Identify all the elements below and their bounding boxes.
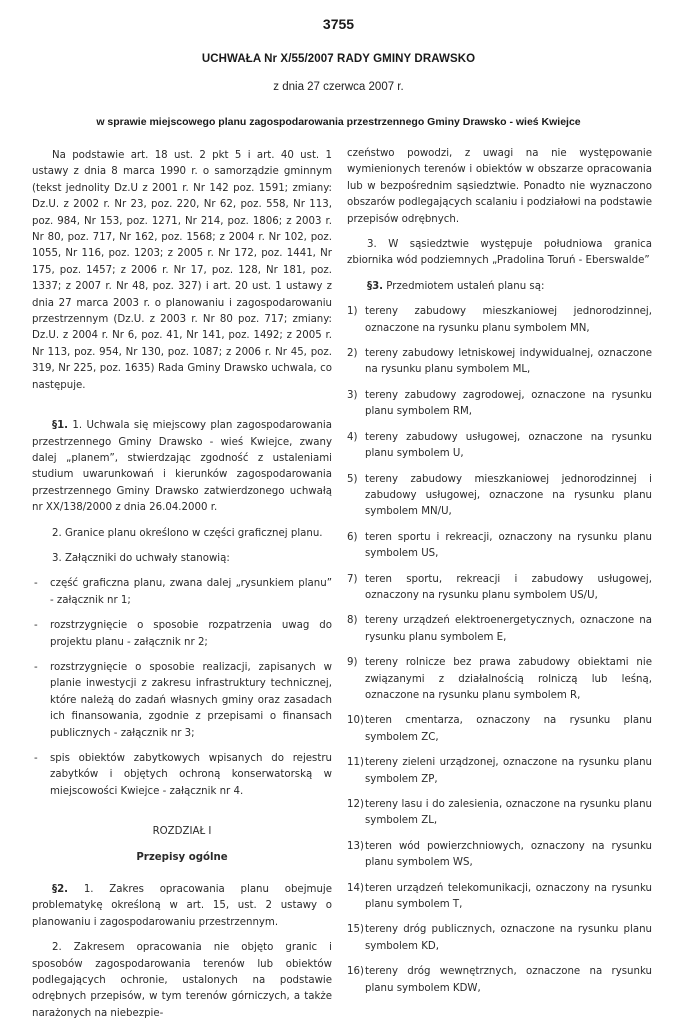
list-item: 13) teren wód powierzchniowych, oznaczony na rysunku planu symbolem WS,: [347, 840, 652, 869]
attachment-item: - rozstrzygnięcie o sposobie rozpatrzenia uwag do projektu planu - załącznik nr 2;: [34, 620, 332, 648]
page-number: 3755: [322, 16, 355, 32]
list-item: 12) tereny lasu i do zalesienia, oznaczone na rysunku planu symbolem ZL,: [347, 799, 652, 827]
list-item: 6) teren sportu i rekreacji, oznaczony na rysunku planu symbolem US,: [347, 531, 652, 560]
chapter-heading: ROZDZIAŁ I: [152, 826, 212, 838]
paragraph-1-label: §1.: [52, 420, 69, 432]
paragraph-3: §3. Przedmiotem ustaleń planu są:: [367, 280, 545, 292]
paragraph-2-label: §2.: [52, 884, 69, 896]
paragraph-1-1: §1. 1. Uchwala się miejscowy plan zagospodarowania przestrzennego Gminy Drawsko - wieś Kwiejce, zwany dalej „planem”, stwierdzając zgodność z ustaleniami studium uwarunkowań i kierunków zagospodarowania przestrzennego Gminy Drawsko zatwierdzonego uchwałą nr XX/138/2000 z dnia 26.04.2000 r.: [32, 420, 332, 514]
right-column: [347, 146, 652, 997]
list-item: 7) teren sportu, rekreacji i zabudowy usługowej, oznaczony na rysunku planu symbolem US/U,: [347, 573, 652, 601]
paragraph-1-3: 3. Załączniki do uchwały stanowią:: [52, 552, 230, 564]
list-item: 10) teren cmentarza, oznaczony na rysunku planu symbolem ZC,: [347, 715, 652, 743]
attachment-item: - część graficzna planu, zwana dalej „rysunkiem planu” - załącznik nr 1;: [34, 578, 332, 606]
document-title: UCHWAŁA Nr X/55/2007 RADY GMINY DRAWSKO: [201, 53, 476, 65]
list-item: 3) tereny zabudowy zagrodowej, oznaczone na rysunku planu symbolem RM,: [347, 389, 652, 418]
list-item: 8) tereny urządzeń elektroenergetycznych, oznaczone na rysunku planu symbolem E,: [347, 615, 652, 643]
paragraph-2-2: 2. Zakresem opracowania nie objęto granic i sposobów zagospodarowania terenów lub obiektów podlegających ochronie, ustalonych na podstawie odrębnych przepisów, w tym terenów górniczych, a także narażonych na niebezpie-: [32, 942, 332, 1019]
list-item: 14) teren urządzeń telekomunikacji, oznaczony na rysunku planu symbolem T,: [347, 882, 652, 911]
paragraph-1-2: 2. Granice planu określono w części graficznej planu.: [52, 527, 323, 539]
attachment-item: - spis obiektów zabytkowych wpisanych do rejestru zabytków i objętych ochroną konserwatorską w miejscowości Kwiejce - załącznik nr 4.: [34, 753, 332, 797]
document-date: z dnia 27 czerwca 2007 r.: [273, 81, 404, 93]
list-item: 16) tereny dróg wewnętrznych, oznaczone na rysunku planu symbolem KDW,: [347, 966, 652, 994]
attachment-item: - rozstrzygnięcie o sposobie realizacji, zapisanych w planie inwestycji z zakresu infrastruktury technicznej, które należą do zadań własnych gminy oraz zasadach ich finansowania, zgodnie z przepisami o finansach publicznych - załącznik nr 3;: [34, 661, 332, 739]
paragraph-2-2-continued: czeństwo powodzi, z uwagi na nie występowanie wymienionych terenów i obiektów w obszarze opracowania lub w bezpośrednim sąsiedztwie. Ponadto nie wyznaczono obszarów podlegających scalaniu i podziałowi na podstawie przepisów odrębnych.: [347, 148, 652, 225]
list-item: 11) tereny zieleni urządzonej, oznaczone na rysunku planu symbolem ZP,: [347, 757, 652, 785]
list-item: 15) tereny dróg publicznych, oznaczone na rysunku planu symbolem KD,: [347, 924, 652, 952]
document-subject: w sprawie miejscowego planu zagospodarowania przestrzennego Gminy Drawsko - wieś Kwiejce: [96, 116, 581, 128]
paragraph-2-1: §2. 1. Zakres opracowania planu obejmuje problematykę określoną w art. 15, ust. 2 ustawy o planowaniu i zagospodarowaniu przestrzennym.: [32, 884, 332, 928]
chapter-title: Przepisy ogólne: [136, 851, 228, 863]
paragraph-3-label: §3.: [367, 280, 384, 292]
list-item: 9) tereny rolnicze bez prawa zabudowy obiektami nie związanymi z działalnością rolniczą lub leśną, oznaczone na rysunku planu symbolem R,: [347, 657, 652, 701]
list-item: 1) tereny zabudowy mieszkaniowej jednorodzinnej, oznaczone na rysunku planu symbolem MN,: [347, 306, 652, 334]
preamble: Na podstawie art. 18 ust. 2 pkt 5 i art. 40 ust. 1 ustawy z dnia 8 marca 1990 r. o samorządzie gminnym (tekst jednolity Dz.U z 2001 r. Nr 142 poz. 1591; zmiany: Dz.U. z 2002 r. Nr 23, poz. 220, Nr 62, poz. 558, Nr 113, poz. 984, Nr 153, poz. 1271, Nr 214, poz. 1806; z 2003 r. Nr 80, poz. 717, Nr 162, poz. 1568; z 2004 r. Nr 102, poz. 1055, Nr 116, poz. 1203; z 2005 r. Nr 172, poz. 1441, Nr 175, poz. 1457; z 2006 r. Nr 17, poz. 128, Nr 181, poz. 1337; z 2007 r. Nr 48, poz. 327) i art. 20 ust. 1 ustawy z dnia 27 marca 2003 r. o planowaniu i zagospodarowaniu przestrzennym (Dz.U. z 2003 r. Nr 80 poz. 717; zmiany: Dz.U. z 2004 r. Nr 6, poz. 41, Nr 141, poz. 1492; z 2005 r. Nr 113, poz. 954, Nr 130, poz. 1087; z 2006 r. Nr 45, poz. 319, Nr 225, poz. 1635) Rada Gminy Drawsko uchwala, co następuje.: [32, 150, 332, 391]
left-column: [32, 148, 332, 1022]
list-item: 4) tereny zabudowy usługowej, oznaczone na rysunku planu symbolem U,: [347, 431, 652, 460]
list-item: 2) tereny zabudowy letniskowej indywidualnej, oznaczone na rysunku planu symbolem ML,: [347, 348, 652, 376]
paragraph-2-3: 3. W sąsiedztwie występuje południowa granica zbiornika wód podziemnych „Pradolina Toruń - Eberswalde”: [347, 239, 652, 267]
list-item: 5) tereny zabudowy mieszkaniowej jednorodzinnej i zabudowy usługowej, oznaczone na rysunku planu symbolem MN/U,: [347, 473, 652, 518]
